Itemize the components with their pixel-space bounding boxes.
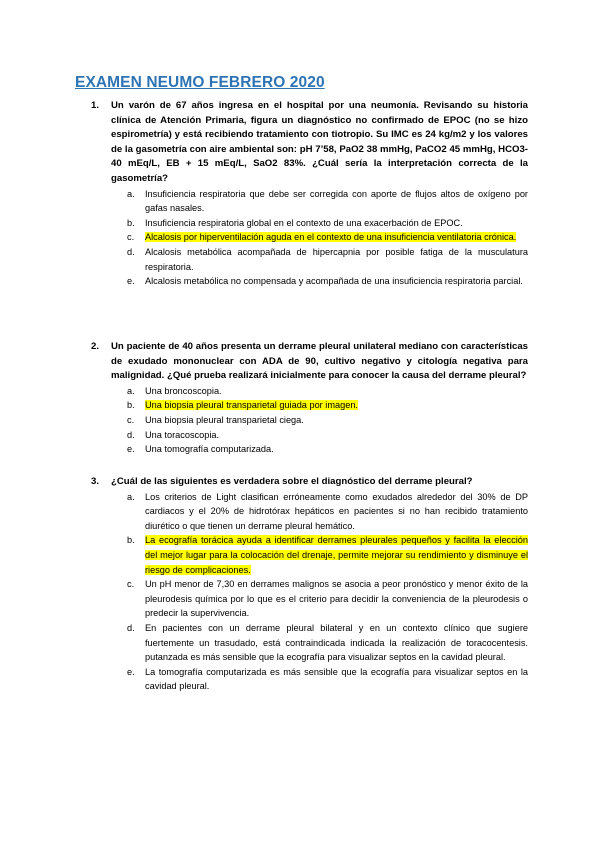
option-text: Una tomografía computarizada. <box>145 444 274 455</box>
option-e <box>127 274 528 289</box>
option-a <box>127 384 528 399</box>
option-text: Un pH menor de 7,30 en derrames malignos se asocia a peor pronóstico y menor éxito de la pleurodesis química por lo que es el criterio para decidir la conveniencia de la pleurodesis o predecir la supervivencia. <box>145 579 528 619</box>
question-2 <box>75 340 528 457</box>
option-letter: e. <box>127 444 135 455</box>
option-b-correct <box>127 533 528 577</box>
options-list <box>75 187 528 289</box>
question-number: 3. <box>91 476 100 487</box>
option-letter: a. <box>127 188 135 199</box>
option-d <box>127 621 528 665</box>
highlighted-answer: Una biopsia pleural transparietal guiada por imagen. <box>145 400 358 411</box>
option-c <box>127 413 528 428</box>
question-number: 1. <box>91 100 100 111</box>
option-letter: a. <box>127 491 135 502</box>
option-letter: b. <box>127 217 135 228</box>
option-e <box>127 442 528 457</box>
option-text: Una biopsia pleural transparietal ciega. <box>145 414 304 425</box>
question-1 <box>75 99 528 289</box>
option-text: Una toracoscopia. <box>145 429 220 440</box>
option-letter: c. <box>127 232 135 243</box>
option-letter: d. <box>127 429 135 440</box>
option-letter: d. <box>127 622 135 633</box>
option-letter: c. <box>127 579 135 590</box>
option-e <box>127 665 528 694</box>
option-b <box>127 216 528 231</box>
option-text: Los criterios de Light clasifican erróneamente como exudados alrededor del 30% de DP cardiacos y el 20% de hidrotórax hepáticos en pacientes si no han recibido tratamiento diurético o que tienen un derrame pleural hemático. <box>145 491 528 531</box>
option-letter: c. <box>127 414 135 425</box>
exam-title: EXAMEN NEUMO FEBRERO 2020 <box>75 74 325 91</box>
options-list <box>75 384 528 457</box>
highlighted-answer: Alcalosis por hiperventilación aguda en el contexto de una insuficiencia ventilatoria crónica. <box>145 232 517 243</box>
option-b-correct <box>127 398 528 413</box>
options-list <box>75 490 528 694</box>
option-c <box>127 577 528 621</box>
question-text: ¿Cuál de las siguientes es verdadera sobre el diagnóstico del derrame pleural? <box>111 476 473 487</box>
option-text: Una broncoscopia. <box>145 385 222 396</box>
option-letter: d. <box>127 246 135 257</box>
highlighted-answer: La ecografía torácica ayuda a identificar derrames pleurales pequeños y facilita la elección del mejor lugar para la colocación del drenaje, permite mejorar su rendimiento y disminuye el riesgo de complicaciones. <box>145 535 528 575</box>
option-text: Insuficiencia respiratoria que debe ser corregida con aporte de flujos altos de oxígeno por gafas nasales. <box>145 188 528 214</box>
option-letter: b. <box>127 535 135 546</box>
option-c-correct <box>127 230 528 245</box>
option-a <box>127 490 528 534</box>
option-text: Alcalosis metabólica acompañada de hipercapnia por posible fatiga de la musculatura respiratoria. <box>145 246 528 272</box>
option-letter: e. <box>127 276 135 287</box>
option-text: En pacientes con un derrame pleural bilateral y en un contexto clínico que sugiere fuertemente un trasudado, está contraindicada indicada la realización de toracocentesis. putanzada es más sensible que la ecografía para visualizar septos en la cavidad pleural. <box>145 622 528 663</box>
question-3 <box>75 475 528 694</box>
question-number: 2. <box>91 341 100 352</box>
option-letter: e. <box>127 666 135 677</box>
option-d <box>127 245 528 274</box>
question-text: Un paciente de 40 años presenta un derrame pleural unilateral mediano con características de exudado mononuclear con ADA de 90, cultivo negativo y citología negativa para malignidad. ¿Qué prueba realizará inicialmente para conocer la causa del derrame pleural? <box>111 341 528 382</box>
option-a <box>127 187 528 216</box>
option-text: Insuficiencia respiratoria global en el contexto de una exacerbación de EPOC. <box>145 217 463 228</box>
option-text: Alcalosis metabólica no compensada y acompañada de una insuficiencia respiratoria parcial. <box>145 276 523 287</box>
option-letter: a. <box>127 385 135 396</box>
option-text: La tomografía computarizada es más sensible que la ecografía para visualizar septos en la cavidad pleural. <box>145 666 528 692</box>
question-text: Un varón de 67 años ingresa en el hospital por una neumonía. Revisando su historia clínica de Atención Primaria, figura un diagnóstico no confirmado de EPOC (no se hizo espirometría) y está recibiendo tratamiento con tiotropio. Su IMC es 24 kg/m2 y los valores de la gasometría con aire ambiental son: pH 7’58, PaO2 38 mmHg, PaCO2 45 mmHg, HCO3- 40 mEq/L, EB + 15 mEq/L, SaO2 83%. ¿Cuál sería la interpretación correcta de la gasometría? <box>111 100 528 184</box>
option-letter: b. <box>127 400 135 411</box>
option-d <box>127 428 528 443</box>
